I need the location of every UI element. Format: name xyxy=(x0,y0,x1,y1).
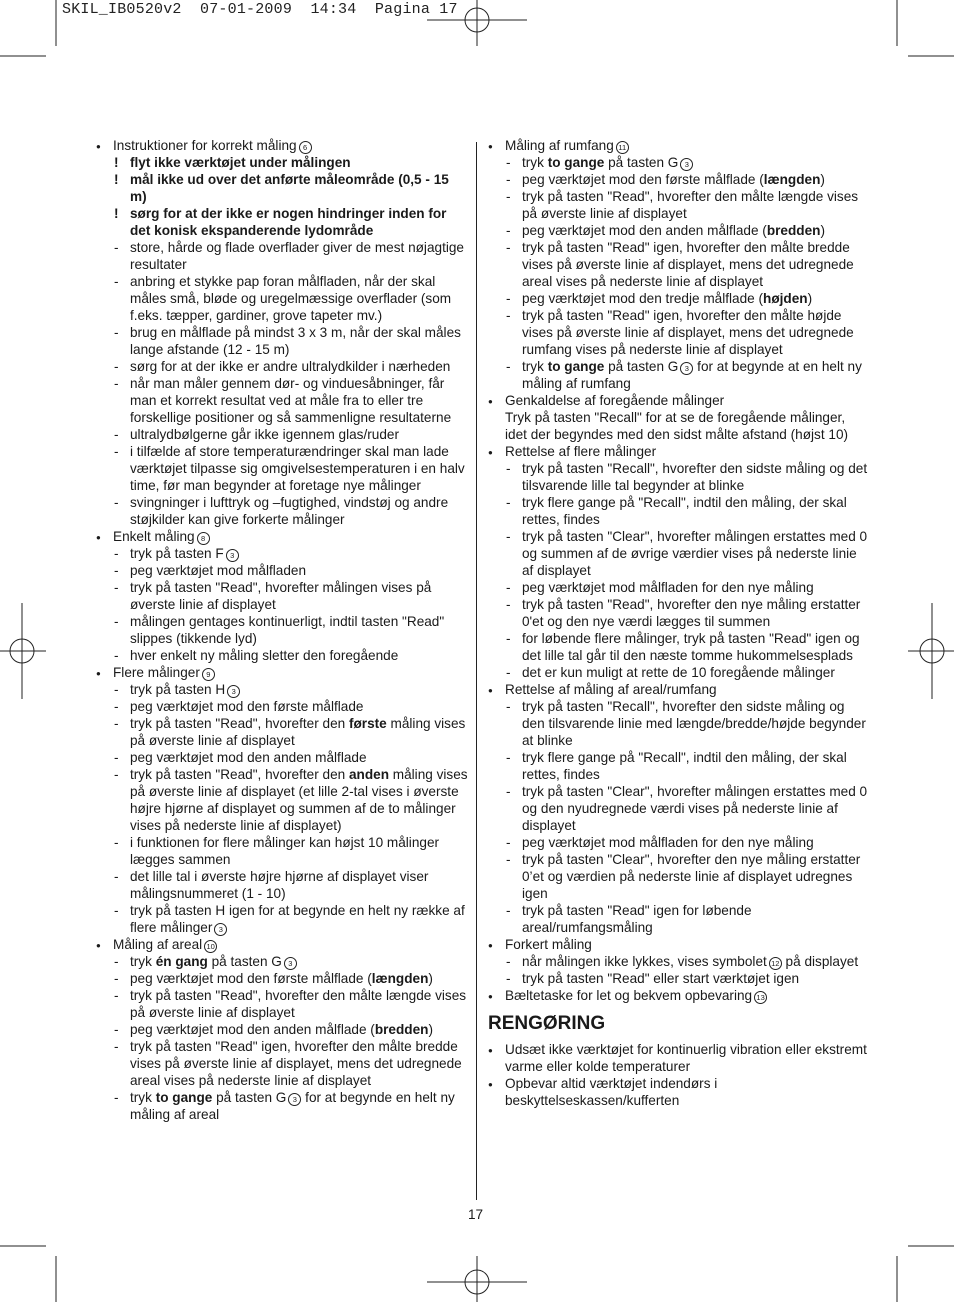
item-text: det lille tal i øverste højre hjørne af displayet viser målingsnummeret (1 - 10) xyxy=(130,869,429,901)
item-text: på tasten G xyxy=(604,155,679,170)
item-text: tryk xyxy=(522,155,548,170)
dash-item xyxy=(96,443,468,494)
item-text: sørg for at der ikke er nogen hindringer inden for det konisk ekspanderende lydområde xyxy=(130,206,447,238)
list-marker: ! xyxy=(114,172,119,187)
print-header-stamp: SKIL_IB0520v2 07-01-2009 14:34 Pagina 17 xyxy=(62,1,458,18)
item-text: Rettelse af måling af areal/rumfang xyxy=(505,682,717,697)
bullet-item xyxy=(488,443,868,460)
item-text: Forkert måling xyxy=(505,937,592,952)
list-marker: - xyxy=(506,291,511,306)
list-marker: - xyxy=(506,971,511,986)
bullet-item xyxy=(488,392,868,409)
item-text: tryk på tasten H xyxy=(130,903,226,918)
list-marker: - xyxy=(506,631,511,646)
list-marker: - xyxy=(506,223,511,238)
dash-item xyxy=(96,766,468,834)
list-marker: - xyxy=(506,665,511,680)
dash-item xyxy=(488,494,868,528)
list-marker: - xyxy=(506,784,511,799)
item-text: Bæltetaske for let og bekvem opbevaring xyxy=(505,988,753,1003)
list-marker: - xyxy=(506,495,511,510)
bullet-item xyxy=(488,987,868,1004)
dash-item xyxy=(488,222,868,239)
item-text: tryk på tasten "Read" igen for løbende areal/rumfangsmåling xyxy=(522,903,752,935)
item-text: peg værktøjet mod den tredje målflade ( xyxy=(522,291,764,306)
dash-item xyxy=(96,953,468,970)
item-text: tryk på tasten "Clear", hvorefter målingen erstattes med 0 og den nyudregnede værdi vises på nederste linie af displayet xyxy=(522,784,868,833)
item-text: for at begynde en helt ny måling af areal xyxy=(130,1090,455,1122)
list-marker: - xyxy=(114,240,119,255)
list-marker: - xyxy=(506,155,511,170)
item-bold-text: to gange xyxy=(547,359,605,374)
item-bold-text: bredden xyxy=(374,1022,429,1037)
list-marker: - xyxy=(114,563,119,578)
dash-item xyxy=(96,1089,468,1123)
dash-item xyxy=(488,664,868,681)
item-text: tryk på tasten "Read" eller start værktøjet igen xyxy=(522,971,800,986)
list-marker: - xyxy=(114,444,119,459)
list-marker: - xyxy=(114,716,119,731)
warning-item xyxy=(96,205,468,239)
dash-item xyxy=(96,562,468,579)
item-text: når man måler gennem dør- og vinduesåbninger, får man et korrekt resultat ved at måle fra to eller tre forskellige positioner og så sammenligne resultaterne xyxy=(130,376,452,425)
reference-number-icon: 11 xyxy=(616,141,629,154)
list-marker: - xyxy=(506,954,511,969)
item-text: igen for at begynde en helt ny række af flere målinger xyxy=(130,903,465,935)
list-marker: - xyxy=(506,580,511,595)
dash-item xyxy=(488,783,868,834)
dash-item xyxy=(96,868,468,902)
item-text: ) xyxy=(428,1022,433,1037)
item-bold-text: to gange xyxy=(155,1090,213,1105)
warning-item xyxy=(96,154,468,171)
list-marker: - xyxy=(114,495,119,510)
dash-item xyxy=(488,698,868,749)
list-marker: ! xyxy=(114,155,119,170)
dash-item xyxy=(488,460,868,494)
dash-item xyxy=(488,596,868,630)
list-marker: - xyxy=(506,461,511,476)
column-divider xyxy=(476,142,477,1200)
dash-item xyxy=(488,851,868,902)
dash-item xyxy=(488,902,868,936)
item-text: Måling af areal xyxy=(113,937,203,952)
list-marker: - xyxy=(114,546,119,561)
reference-number-icon: 3 xyxy=(680,362,693,375)
reference-number-icon: 3 xyxy=(284,957,297,970)
item-text: på tasten G xyxy=(212,1090,287,1105)
list-marker: - xyxy=(506,852,511,867)
item-text: ) xyxy=(428,971,433,986)
item-text: det er kun muligt at rette de 10 foregående målinger xyxy=(522,665,835,680)
list-marker: - xyxy=(114,903,119,918)
item-text: Opbevar altid værktøjet indendørs i beskyttelseskassen/kufferten xyxy=(505,1076,718,1108)
dash-item xyxy=(488,239,868,290)
dash-item xyxy=(96,1038,468,1089)
dash-item xyxy=(488,188,868,222)
item-text: brug en målflade på mindst 3 x 3 m, når der skal måles lange afstande (12 - 15 m) xyxy=(130,325,461,357)
list-marker: - xyxy=(114,869,119,884)
item-text: tryk xyxy=(130,1090,156,1105)
item-text: målingen gentages kontinuerligt, indtil tasten "Read" slippes (tikkende lyd) xyxy=(130,614,445,646)
list-marker: - xyxy=(114,614,119,629)
list-marker: - xyxy=(114,767,119,782)
list-marker: - xyxy=(114,274,119,289)
item-text: tryk på tasten "Read", hvorefter den målte længde vises på øverste linie af displayet xyxy=(130,988,467,1020)
item-text: på tasten G xyxy=(604,359,679,374)
list-marker: - xyxy=(114,648,119,663)
bullet-item xyxy=(488,681,868,698)
item-text: peg værktøjet mod den anden målflade xyxy=(130,750,367,765)
item-text: på tasten G xyxy=(207,954,282,969)
item-text: flyt ikke værktøjet under målingen xyxy=(130,155,351,170)
list-marker: - xyxy=(506,699,511,714)
item-text: Rettelse af flere målinger xyxy=(505,444,657,459)
dash-item xyxy=(96,273,468,324)
item-bold-text: længden xyxy=(371,971,429,986)
item-text: sørg for at der ikke er andre ultralydkilder i nærheden xyxy=(130,359,451,374)
bullet-item xyxy=(96,528,468,545)
item-bold-text: højden xyxy=(763,291,808,306)
left-column xyxy=(96,137,468,1123)
list-marker: - xyxy=(114,325,119,340)
item-text: tryk flere gange på "Recall", indtil den måling, der skal rettes, findes xyxy=(522,495,847,527)
dash-item xyxy=(488,749,868,783)
dash-item xyxy=(488,970,868,987)
reference-number-icon: 13 xyxy=(754,991,767,1004)
reference-number-icon: 9 xyxy=(202,668,215,681)
item-text: peg værktøjet mod målfladen for den nye måling xyxy=(522,835,814,850)
item-text: måling vises på øverste linie af displayet xyxy=(130,716,466,748)
item-bold-text: anden xyxy=(348,767,389,782)
item-text: anbring et stykke pap foran målfladen, når der skal måles små, bløde og uregelmæssige overflader (som f.eks. tæpper, gardiner, grove tapeter mv.) xyxy=(130,274,452,323)
item-text: Enkelt måling xyxy=(113,529,195,544)
reference-number-icon: 3 xyxy=(288,1093,301,1106)
item-bold-text: længden xyxy=(763,172,821,187)
dash-item xyxy=(96,715,468,749)
dash-item xyxy=(96,494,468,528)
item-text: for at begynde at en helt ny måling af rumfang xyxy=(522,359,862,391)
list-marker: - xyxy=(114,699,119,714)
item-text: tryk på tasten "Clear", hvorefter den nye måling erstatter 0’et og værdien på nederste linie af displayet udregnes igen xyxy=(522,852,861,901)
dash-item xyxy=(96,698,468,715)
bullet-item xyxy=(488,1075,868,1109)
reference-number-icon: 3 xyxy=(226,549,239,562)
bullet-item xyxy=(96,137,468,154)
dash-item xyxy=(96,324,468,358)
dash-item xyxy=(96,579,468,613)
dash-item xyxy=(96,426,468,443)
list-marker: - xyxy=(114,376,119,391)
item-text: tryk på tasten "Recall", hvorefter den sidste måling og den tilsvarende linie med længde/bredde/højde begynder at blinke xyxy=(522,699,866,748)
list-marker: - xyxy=(114,359,119,374)
reference-number-icon: 6 xyxy=(299,141,312,154)
item-text: tryk xyxy=(130,954,156,969)
dash-item xyxy=(96,902,468,936)
dash-item xyxy=(488,834,868,851)
bullet-item xyxy=(488,936,868,953)
right-column xyxy=(488,137,868,1109)
item-text: Instruktioner for korrekt måling xyxy=(113,138,297,153)
item-text: Genkaldelse af foregående målinger xyxy=(505,393,725,408)
item-text: tryk på tasten "Read" igen, hvorefter den målte bredde vises på øverste linie af displayet, mens det udregnede areal vises på nederste linie af displayet xyxy=(130,1039,462,1088)
dash-item xyxy=(488,953,868,970)
section-title: RENGØRING xyxy=(488,1013,606,1034)
dash-item xyxy=(488,528,868,579)
list-marker: - xyxy=(506,835,511,850)
item-text: mål ikke ud over det anførte måleområde (0,5 - 15 m) xyxy=(130,172,449,204)
list-marker: ! xyxy=(114,206,119,221)
list-marker: - xyxy=(114,954,119,969)
dash-item xyxy=(96,970,468,987)
item-text: tryk på tasten "Read", hvorefter den xyxy=(130,767,349,782)
item-text: tryk xyxy=(522,359,548,374)
dash-item xyxy=(96,613,468,647)
bullet-item xyxy=(488,137,868,154)
item-text: tryk på tasten "Read" igen, hvorefter den målte bredde vises på øverste linie af displayet, mens det udregnede areal vises på nederste linie af displayet xyxy=(522,240,854,289)
item-text: måling vises på øverste linie af displayet (et lille 2-tal vises i øverste højre hjørne af displayet og summen af de to målinger vises på nederste linie af displayet) xyxy=(130,767,468,833)
dash-item xyxy=(96,749,468,766)
list-marker: - xyxy=(506,189,511,204)
list-marker: - xyxy=(114,1022,119,1037)
item-text: peg værktøjet mod den første målflade ( xyxy=(522,172,764,187)
dash-item xyxy=(488,307,868,358)
item-bold-text: én gang xyxy=(155,954,208,969)
list-marker: - xyxy=(506,359,511,374)
item-text: peg værktøjet mod den første målflade ( xyxy=(130,971,372,986)
dash-item xyxy=(488,171,868,188)
item-text: tryk på tasten "Read" igen, hvorefter den målte højde vises på øverste linie af displayet, mens det udregnede rumfang vises på nederste linie af displayet xyxy=(522,308,854,357)
item-text: peg værktøjet mod den første målflade xyxy=(130,699,364,714)
page-number: 17 xyxy=(468,1207,484,1222)
list-marker: - xyxy=(114,1039,119,1054)
reference-number-icon: 8 xyxy=(197,532,210,545)
paragraph xyxy=(488,409,868,443)
item-text: når målingen ikke lykkes, vises symbolet xyxy=(522,954,767,969)
dash-item xyxy=(96,239,468,273)
item-text: ) xyxy=(820,172,825,187)
dash-item xyxy=(488,358,868,392)
item-text: Flere målinger xyxy=(113,665,200,680)
item-text: ) xyxy=(820,223,825,238)
item-text: tryk flere gange på "Recall", indtil den måling, der skal rettes, findes xyxy=(522,750,847,782)
bullet-item xyxy=(488,1041,868,1075)
item-bold-text: to gange xyxy=(547,155,605,170)
item-text: store, hårde og flade overflader giver de mest nøjagtige resultater xyxy=(130,240,464,272)
list-marker: - xyxy=(114,427,119,442)
dash-item xyxy=(488,579,868,596)
item-text: Måling af rumfang xyxy=(505,138,614,153)
dash-item xyxy=(488,154,868,171)
list-marker: - xyxy=(506,529,511,544)
item-bold-text: første xyxy=(348,716,387,731)
item-text: svingninger i lufttryk og –fugtighed, vindstøj og andre støjkilder kan give forkerte målinger xyxy=(130,495,449,527)
list-marker: - xyxy=(506,597,511,612)
reference-number-icon: 3 xyxy=(214,923,227,936)
list-marker: - xyxy=(114,580,119,595)
item-text: tryk på tasten H xyxy=(130,682,226,697)
reference-number-icon: 10 xyxy=(204,940,217,953)
dash-item xyxy=(96,647,468,664)
item-text: peg værktøjet mod målfladen for den nye måling xyxy=(522,580,814,595)
item-text: peg værktøjet mod den anden målflade ( xyxy=(522,223,767,238)
item-text: ) xyxy=(807,291,813,306)
list-marker: - xyxy=(506,308,511,323)
item-text: Udsæt ikke værktøjet for kontinuerlig vibration eller ekstremt varme eller kolde temperaturer xyxy=(505,1042,867,1074)
list-marker: - xyxy=(506,172,511,187)
list-marker: - xyxy=(506,750,511,765)
bullet-item xyxy=(96,936,468,953)
item-text: tryk på tasten "Read", hvorefter målingen vises på øverste linie af displayet xyxy=(130,580,432,612)
bullet-item xyxy=(96,664,468,681)
item-text: tryk på tasten "Clear", hvorefter målingen erstattes med 0 og summen af de øvrige værdier vises på nederste linie af displayet xyxy=(522,529,868,578)
list-marker: - xyxy=(506,240,511,255)
item-text: tryk på tasten "Recall", hvorefter den sidste måling og det tilsvarende lille tal begynder at blinke xyxy=(522,461,868,493)
reference-number-icon: 3 xyxy=(227,685,240,698)
item-text: peg værktøjet mod den anden målflade ( xyxy=(130,1022,375,1037)
item-text: tryk på tasten "Read", hvorefter den xyxy=(130,716,349,731)
dash-item xyxy=(96,834,468,868)
item-bold-text: bredden xyxy=(766,223,821,238)
dash-item xyxy=(96,545,468,562)
dash-item xyxy=(488,630,868,664)
item-text: tryk på tasten "Read", hvorefter den målte længde vises på øverste linie af displayet xyxy=(522,189,859,221)
list-marker: - xyxy=(506,903,511,918)
item-text: i funktionen for flere målinger kan højst 10 målinger lægges sammen xyxy=(130,835,440,867)
dash-item xyxy=(96,987,468,1021)
reference-number-icon: 12 xyxy=(769,957,782,970)
dash-item xyxy=(96,681,468,698)
dash-item xyxy=(96,358,468,375)
list-marker: - xyxy=(114,988,119,1003)
list-marker: - xyxy=(114,682,119,697)
dash-item xyxy=(96,1021,468,1038)
list-marker: - xyxy=(114,835,119,850)
item-text: i tilfælde af store temperaturændringer skal man lade værktøjet tilpasse sig omgivelsestemperaturen i en halv time, før man begynder at foretage nye målinger xyxy=(130,444,465,493)
item-text: for løbende flere målinger, tryk på tasten "Read" igen og det lille tal går til den næste tomme hukommelsesplads xyxy=(522,631,860,663)
item-text: hver enkelt ny måling sletter den foregående xyxy=(130,648,399,663)
item-text: peg værktøjet mod målfladen xyxy=(130,563,307,578)
list-marker: - xyxy=(114,750,119,765)
list-marker: - xyxy=(114,971,119,986)
item-text: ultralydbølgerne går ikke igennem glas/ruder xyxy=(130,427,399,442)
dash-item xyxy=(96,375,468,426)
item-text: tryk på tasten F xyxy=(130,546,224,561)
dash-item xyxy=(488,290,868,307)
item-text: Tryk på tasten "Recall" for at se de foregående målinger, idet der begyndes med den sidst målte afstand (højst 10) xyxy=(505,410,849,442)
warning-item xyxy=(96,171,468,205)
list-marker: - xyxy=(114,1090,119,1105)
item-text: på displayet xyxy=(781,954,859,969)
reference-number-icon: 3 xyxy=(680,158,693,171)
item-text: tryk på tasten "Read", hvorefter den nye måling erstatter 0'et og den nye værdi lægges til summen xyxy=(522,597,861,629)
